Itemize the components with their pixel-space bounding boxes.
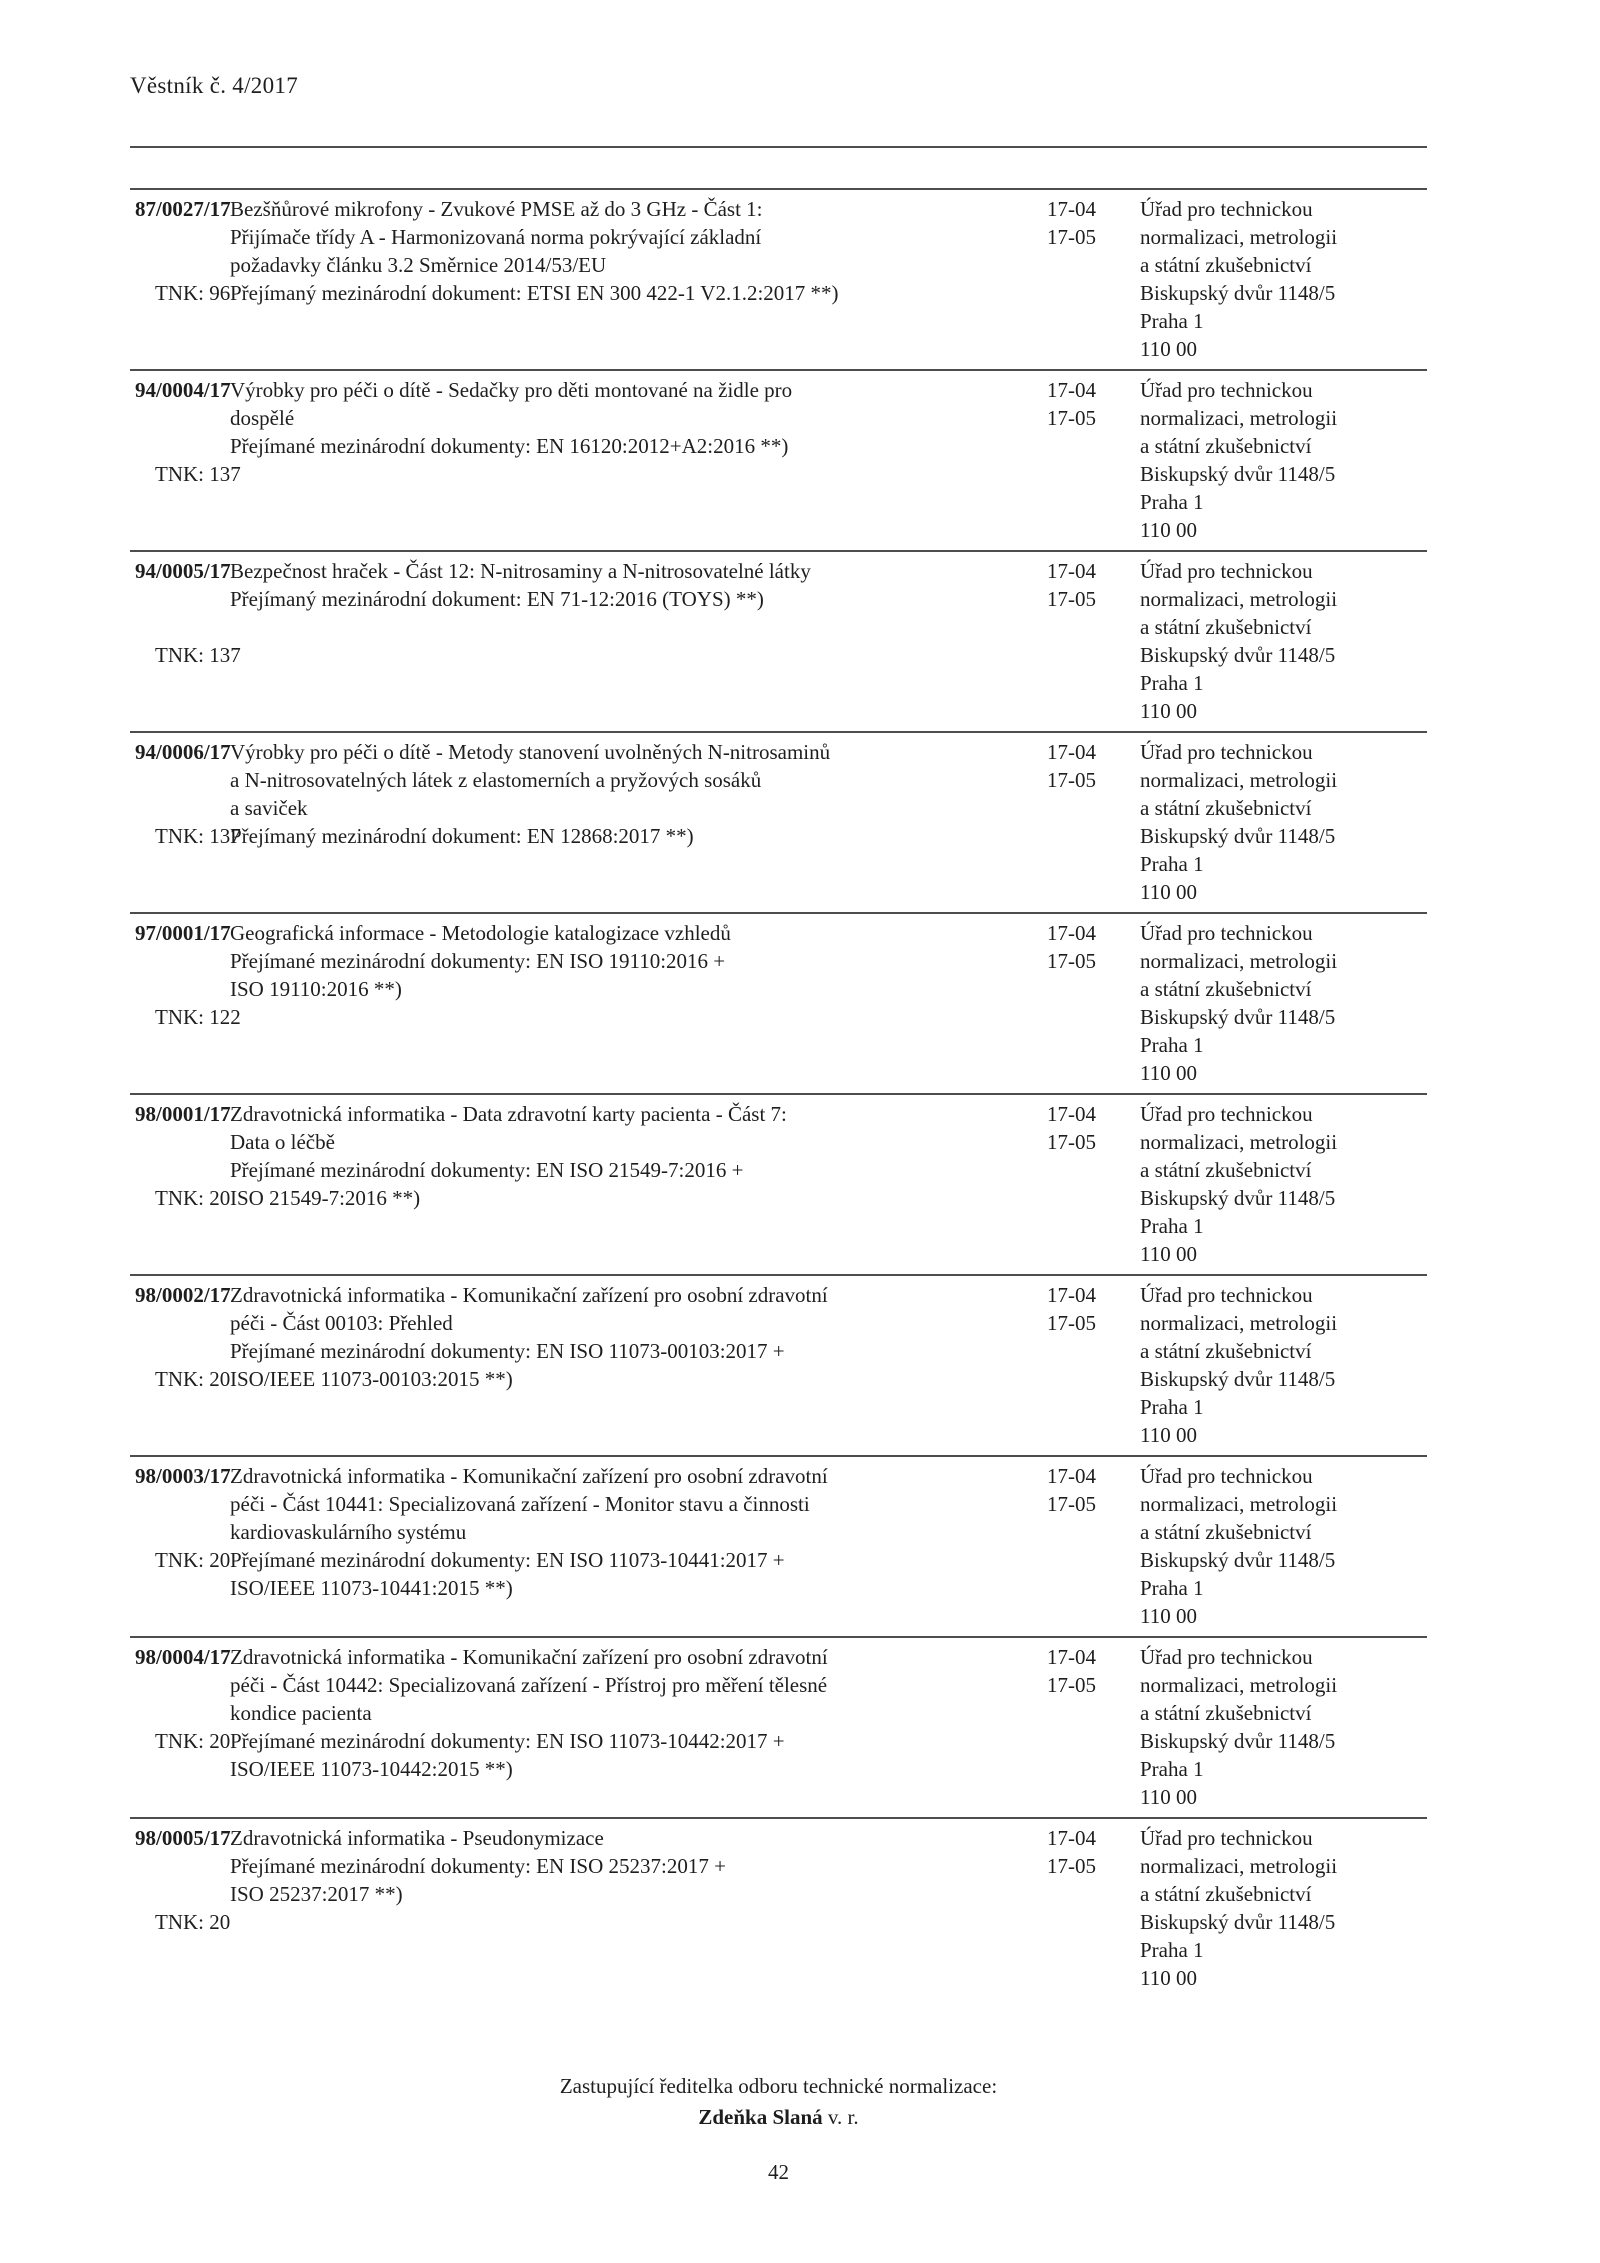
description-line: Přejímané mezinárodní dokumenty: EN 16120:2012+A2:2016 **) (230, 434, 789, 458)
table-row (130, 550, 1427, 731)
address-line: 110 00 (1140, 1423, 1197, 1447)
address-line: 110 00 (1140, 1785, 1197, 1809)
date-value: 17-05 (1047, 1492, 1096, 1516)
date-value: 17-05 (1047, 1311, 1096, 1335)
entry-tnk: TNK: 122 (155, 1005, 241, 1029)
address-line: Biskupský dvůr 1148/5 (1140, 281, 1336, 305)
address-line: normalizaci, metrologii (1140, 1130, 1338, 1154)
address-line: normalizaci, metrologii (1140, 225, 1338, 249)
table-row (130, 1093, 1427, 1274)
address-line: Úřad pro technickou (1140, 1645, 1313, 1669)
date-value: 17-04 (1047, 197, 1096, 221)
entry-description (230, 1100, 1045, 1268)
entry-id-cell (130, 1643, 230, 1811)
address-line: a státní zkušebnictví (1140, 615, 1312, 639)
address-line: Biskupský dvůr 1148/5 (1140, 1367, 1336, 1391)
address-line: Praha 1 (1140, 1395, 1204, 1419)
entry-address (1140, 1100, 1427, 1268)
entry-address (1140, 1281, 1427, 1449)
description-line: Přejímané mezinárodní dokumenty: EN ISO 25237:2017 + (230, 1854, 726, 1878)
entry-id-cell (130, 1100, 230, 1268)
address-line: Úřad pro technickou (1140, 1826, 1313, 1850)
signatory-name: Zdeňka Slaná (698, 2105, 823, 2129)
address-line: normalizaci, metrologii (1140, 1311, 1338, 1335)
description-line: Bezšňůrové mikrofony - Zvukové PMSE až do 3 GHz - Část 1: (230, 197, 763, 221)
table-row (130, 1817, 1427, 1998)
date-value: 17-04 (1047, 559, 1096, 583)
address-line: a státní zkušebnictví (1140, 796, 1312, 820)
address-line: normalizaci, metrologii (1140, 1854, 1338, 1878)
entry-tnk: TNK: 20 (155, 1910, 231, 1934)
address-line: Biskupský dvůr 1148/5 (1140, 1729, 1336, 1753)
table-row (130, 731, 1427, 912)
date-value: 17-05 (1047, 949, 1096, 973)
date-value: 17-04 (1047, 1102, 1096, 1126)
date-value: 17-05 (1047, 1130, 1096, 1154)
entry-description (230, 195, 1045, 363)
address-line: Biskupský dvůr 1148/5 (1140, 824, 1336, 848)
description-line: Přejímané mezinárodní dokumenty: EN ISO 19110:2016 + (230, 949, 726, 973)
description-line: ISO/IEEE 11073-00103:2015 **) (230, 1367, 513, 1391)
address-line: Praha 1 (1140, 852, 1204, 876)
entry-dates (1045, 1462, 1140, 1630)
address-line: Praha 1 (1140, 1576, 1204, 1600)
entry-dates (1045, 1824, 1140, 1992)
address-line: 110 00 (1140, 518, 1197, 542)
description-line: Data o léčbě (230, 1130, 335, 1154)
entry-tnk: TNK: 96 (155, 281, 231, 305)
description-line: Zdravotnická informatika - Komunikační zařízení pro osobní zdravotní (230, 1645, 828, 1669)
entry-address (1140, 376, 1427, 544)
description-line: Zdravotnická informatika - Komunikační zařízení pro osobní zdravotní (230, 1283, 828, 1307)
description-line: Přejímané mezinárodní dokumenty: EN ISO 11073-10442:2017 + (230, 1729, 785, 1753)
address-line: Úřad pro technickou (1140, 1102, 1313, 1126)
entry-id: 98/0005/17 (135, 1826, 231, 1850)
date-value: 17-05 (1047, 406, 1096, 430)
entry-tnk: TNK: 20 (155, 1186, 231, 1210)
entry-id: 98/0004/17 (135, 1645, 231, 1669)
address-line: Praha 1 (1140, 1757, 1204, 1781)
description-line: Výrobky pro péči o dítě - Metody stanovení uvolněných N-nitrosaminů (230, 740, 831, 764)
description-line: Přejímané mezinárodní dokumenty: EN ISO 11073-10441:2017 + (230, 1548, 785, 1572)
address-line: normalizaci, metrologii (1140, 1673, 1338, 1697)
address-line: Biskupský dvůr 1148/5 (1140, 1548, 1336, 1572)
description-line: Přejímané mezinárodní dokumenty: EN ISO 21549-7:2016 + (230, 1158, 744, 1182)
footer-signature (130, 2103, 1427, 2131)
entry-id: 98/0001/17 (135, 1102, 231, 1126)
address-line: 110 00 (1140, 699, 1197, 723)
address-line: Biskupský dvůr 1148/5 (1140, 462, 1336, 486)
description-line: Přejímané mezinárodní dokumenty: EN ISO 11073-00103:2017 + (230, 1339, 785, 1363)
header-divider (130, 146, 1427, 148)
description-line: péči - Část 00103: Přehled (230, 1311, 453, 1335)
entry-tnk: TNK: 137 (155, 462, 241, 486)
entry-id: 94/0004/17 (135, 378, 231, 402)
address-line: Praha 1 (1140, 490, 1204, 514)
address-line: normalizaci, metrologii (1140, 949, 1338, 973)
address-line: Biskupský dvůr 1148/5 (1140, 1005, 1336, 1029)
date-value: 17-05 (1047, 1673, 1096, 1697)
date-value: 17-04 (1047, 1464, 1096, 1488)
address-line: normalizaci, metrologii (1140, 768, 1338, 792)
entry-id-cell (130, 738, 241, 906)
date-value: 17-05 (1047, 768, 1096, 792)
entry-tnk: TNK: 20 (155, 1548, 231, 1572)
date-value: 17-05 (1047, 225, 1096, 249)
description-line: Přejímaný mezinárodní dokument: ETSI EN 300 422-1 V2.1.2:2017 **) (230, 281, 839, 305)
table-row (130, 912, 1427, 1093)
entry-id: 87/0027/17 (135, 197, 231, 221)
address-line: a státní zkušebnictví (1140, 1158, 1312, 1182)
description-line: péči - Část 10442: Specializovaná zařízení - Přístroj pro měření tělesné (230, 1673, 828, 1697)
address-line: a státní zkušebnictví (1140, 977, 1312, 1001)
table-row (130, 369, 1427, 550)
description-line: Přejímaný mezinárodní dokument: EN 12868:2017 **) (230, 824, 694, 848)
entry-dates (1045, 919, 1140, 1087)
address-line: 110 00 (1140, 1966, 1197, 1990)
entry-description (230, 557, 1045, 725)
address-line: normalizaci, metrologii (1140, 1492, 1338, 1516)
address-line: a státní zkušebnictví (1140, 1520, 1312, 1544)
description-line: Geografická informace - Metodologie katalogizace vzhledů (230, 921, 731, 945)
footer-role-line: Zastupující ředitelka odboru technické normalizace: (559, 2074, 998, 2098)
entry-description (230, 738, 1045, 906)
description-line: ISO 19110:2016 **) (230, 977, 402, 1001)
table-row (130, 1274, 1427, 1455)
address-line: Praha 1 (1140, 1033, 1204, 1057)
signature-suffix: v. r. (822, 2105, 859, 2129)
description-line: kondice pacienta (230, 1701, 372, 1725)
description-line: Přejímaný mezinárodní dokument: EN 71-12:2016 (TOYS) **) (230, 587, 764, 611)
address-line: normalizaci, metrologii (1140, 587, 1338, 611)
description-line: péči - Část 10441: Specializovaná zařízení - Monitor stavu a činnosti (230, 1492, 810, 1516)
date-value: 17-05 (1047, 587, 1096, 611)
entry-id: 94/0006/17 (135, 740, 231, 764)
entry-tnk: TNK: 20 (155, 1367, 231, 1391)
table-row (130, 1455, 1427, 1636)
address-line: Úřad pro technickou (1140, 378, 1313, 402)
address-line: 110 00 (1140, 1061, 1197, 1085)
date-value: 17-05 (1047, 1854, 1096, 1878)
address-line: Biskupský dvůr 1148/5 (1140, 643, 1336, 667)
description-line: ISO 21549-7:2016 **) (230, 1186, 421, 1210)
entry-id: 94/0005/17 (135, 559, 231, 583)
entry-dates (1045, 1281, 1140, 1449)
address-line: Praha 1 (1140, 309, 1204, 333)
entry-address (1140, 1462, 1427, 1630)
address-line: a státní zkušebnictví (1140, 253, 1312, 277)
entry-dates (1045, 1100, 1140, 1268)
entry-description (230, 1462, 1045, 1630)
address-line: a státní zkušebnictví (1140, 1882, 1312, 1906)
address-line: Úřad pro technickou (1140, 1283, 1313, 1307)
address-line: a státní zkušebnictví (1140, 1701, 1312, 1725)
entry-dates (1045, 376, 1140, 544)
description-line: ISO/IEEE 11073-10442:2015 **) (230, 1757, 513, 1781)
entry-id-cell (130, 919, 241, 1087)
description-line: kardiovaskulárního systému (230, 1520, 467, 1544)
address-line: Úřad pro technickou (1140, 1464, 1313, 1488)
address-line: a státní zkušebnictví (1140, 434, 1312, 458)
description-line: Bezpečnost hraček - Část 12: N-nitrosaminy a N-nitrosovatelné látky (230, 559, 811, 583)
entry-tnk: TNK: 20 (155, 1729, 231, 1753)
description-line: ISO 25237:2017 **) (230, 1882, 403, 1906)
entry-id-cell (130, 195, 230, 363)
address-line: a státní zkušebnictví (1140, 1339, 1312, 1363)
date-value: 17-04 (1047, 378, 1096, 402)
page-number: 42 (768, 2160, 789, 2184)
standards-table (130, 188, 1427, 1998)
description-line: Zdravotnická informatika - Pseudonymizace (230, 1826, 604, 1850)
description-line: a N-nitrosovatelných látek z elastomerních a pryžových sosáků (230, 768, 762, 792)
description-line: ISO/IEEE 11073-10441:2015 **) (230, 1576, 513, 1600)
entry-address (1140, 738, 1427, 906)
entry-id-cell (130, 1281, 230, 1449)
entry-dates (1045, 738, 1140, 906)
date-value: 17-04 (1047, 1645, 1096, 1669)
entry-dates (1045, 195, 1140, 363)
entry-id-cell (130, 557, 241, 725)
address-line: Biskupský dvůr 1148/5 (1140, 1186, 1336, 1210)
entry-address (1140, 1824, 1427, 1992)
date-value: 17-04 (1047, 921, 1096, 945)
entry-id-cell (130, 1462, 230, 1630)
entry-description (230, 1281, 1045, 1449)
date-value: 17-04 (1047, 740, 1096, 764)
description-line: a saviček (230, 796, 308, 820)
description-line: Přijímače třídy A - Harmonizovaná norma pokrývající základní (230, 225, 762, 249)
entry-id: 98/0003/17 (135, 1464, 231, 1488)
description-line: Výrobky pro péči o dítě - Sedačky pro děti montované na židle pro (230, 378, 793, 402)
address-line: Úřad pro technickou (1140, 740, 1313, 764)
page-title: Věstník č. 4/2017 (130, 73, 298, 98)
entry-id: 98/0002/17 (135, 1283, 231, 1307)
address-line: normalizaci, metrologii (1140, 406, 1338, 430)
date-value: 17-04 (1047, 1283, 1096, 1307)
entry-description (230, 1643, 1045, 1811)
address-line: Úřad pro technickou (1140, 921, 1313, 945)
address-line: Úřad pro technickou (1140, 197, 1313, 221)
entry-address (1140, 195, 1427, 363)
description-line: Zdravotnická informatika - Data zdravotní karty pacienta - Část 7: (230, 1102, 787, 1126)
entry-description (230, 1824, 1045, 1992)
description-line: Zdravotnická informatika - Komunikační zařízení pro osobní zdravotní (230, 1464, 828, 1488)
entry-id-cell (130, 376, 241, 544)
address-line: Praha 1 (1140, 671, 1204, 695)
description-line: požadavky článku 3.2 Směrnice 2014/53/EU (230, 253, 607, 277)
address-line: 110 00 (1140, 1242, 1197, 1266)
address-line: 110 00 (1140, 337, 1197, 361)
description-line: dospělé (230, 406, 295, 430)
entry-tnk: TNK: 137 (155, 824, 241, 848)
entry-address (1140, 1643, 1427, 1811)
address-line: Úřad pro technickou (1140, 559, 1313, 583)
entry-tnk: TNK: 137 (155, 643, 241, 667)
address-line: 110 00 (1140, 1604, 1197, 1628)
entry-address (1140, 919, 1427, 1087)
entry-description (230, 919, 1045, 1087)
address-line: 110 00 (1140, 880, 1197, 904)
address-line: Praha 1 (1140, 1214, 1204, 1238)
entry-id-cell (130, 1824, 230, 1992)
entry-dates (1045, 1643, 1140, 1811)
entry-address (1140, 557, 1427, 725)
entry-id: 97/0001/17 (135, 921, 231, 945)
table-row (130, 190, 1427, 369)
entry-description (230, 376, 1045, 544)
date-value: 17-04 (1047, 1826, 1096, 1850)
table-row (130, 1636, 1427, 1817)
entry-dates (1045, 557, 1140, 725)
address-line: Biskupský dvůr 1148/5 (1140, 1910, 1336, 1934)
address-line: Praha 1 (1140, 1938, 1204, 1962)
